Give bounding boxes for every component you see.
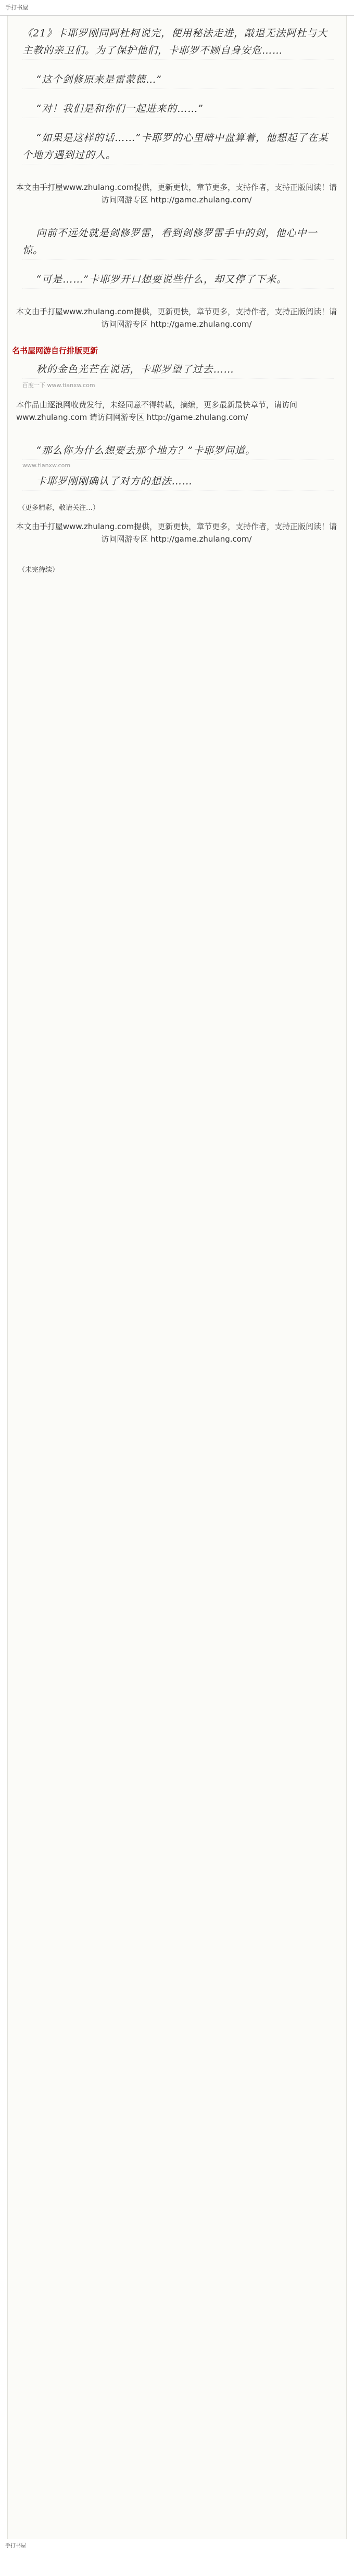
paragraph: “对！我们是和你们一起进来的……”: [22, 100, 334, 118]
paragraph: “如果是这样的话……”卡耶罗的心里暗中盘算着，他想起了在某个地方遇到过的人。: [22, 130, 334, 164]
ad-link[interactable]: 本文由手打屋www.zhulang.com提供，更新更快，章节更多，支持作者，支持正版阅读！请访问网游专区 http://game.zhulang.com/: [16, 307, 337, 329]
site-heading: 名书屋网游自行排版更新: [12, 346, 98, 355]
ad-banner[interactable]: [14, 515, 339, 550]
ad-banner[interactable]: [14, 393, 339, 429]
paragraph: “可是……”卡耶罗开口想要说些什么，却又停了下来。: [22, 271, 334, 289]
paragraph: 《21》卡耶罗刚同阿杜柯说完，便用秘法走进，敲退无法阿杜与大主教的亲卫们。为了保护他们，卡耶罗不顾自身安危……: [22, 25, 334, 60]
bottom-label: 手打书屋: [5, 2543, 26, 2549]
footer-note: （未完待续）: [18, 566, 59, 574]
paragraph: 卡耶罗刚刚确认了对方的想法……: [22, 473, 334, 491]
paragraph: 秋的金色光芒在说话，卡耶罗望了过去……: [22, 361, 334, 379]
ad-link[interactable]: 本文由手打屋www.zhulang.com提供，更新更快，章节更多，支持作者，支持正版阅读！请访问网游专区 http://game.zhulang.com/: [16, 183, 337, 204]
paragraph: “这个剑修原来是雷蒙德…”: [22, 71, 334, 89]
reading-page: [7, 16, 347, 2539]
chapter-end-note: （更多精彩，敬请关注…）: [18, 504, 100, 512]
top-label: 手打书屋: [0, 0, 354, 16]
ad-banner[interactable]: [14, 300, 339, 336]
ad-banner[interactable]: [14, 176, 339, 211]
paragraph: 向前不远处就是剑修罗雷，看到剑修罗雷手中的剑，他心中一惊。: [22, 225, 334, 260]
small-watermark: 百度一下 www.tianxw.com: [22, 382, 95, 389]
small-watermark: www.tianxw.com: [22, 462, 71, 469]
paragraph: “那么你为什么想要去那个地方？”卡耶罗问道。: [22, 442, 334, 460]
ad-link[interactable]: 本作品由逐浪网收费发行，未经同意不得转载，摘编，更多最新最快章节，请访问www.zhulang.com 请访问网游专区 http://game.zhulang.com/: [16, 400, 298, 422]
ad-link[interactable]: 本文由手打屋www.zhulang.com提供，更新更快，章节更多，支持作者，支持正版阅读！请访问网游专区 http://game.zhulang.com/: [16, 522, 337, 544]
